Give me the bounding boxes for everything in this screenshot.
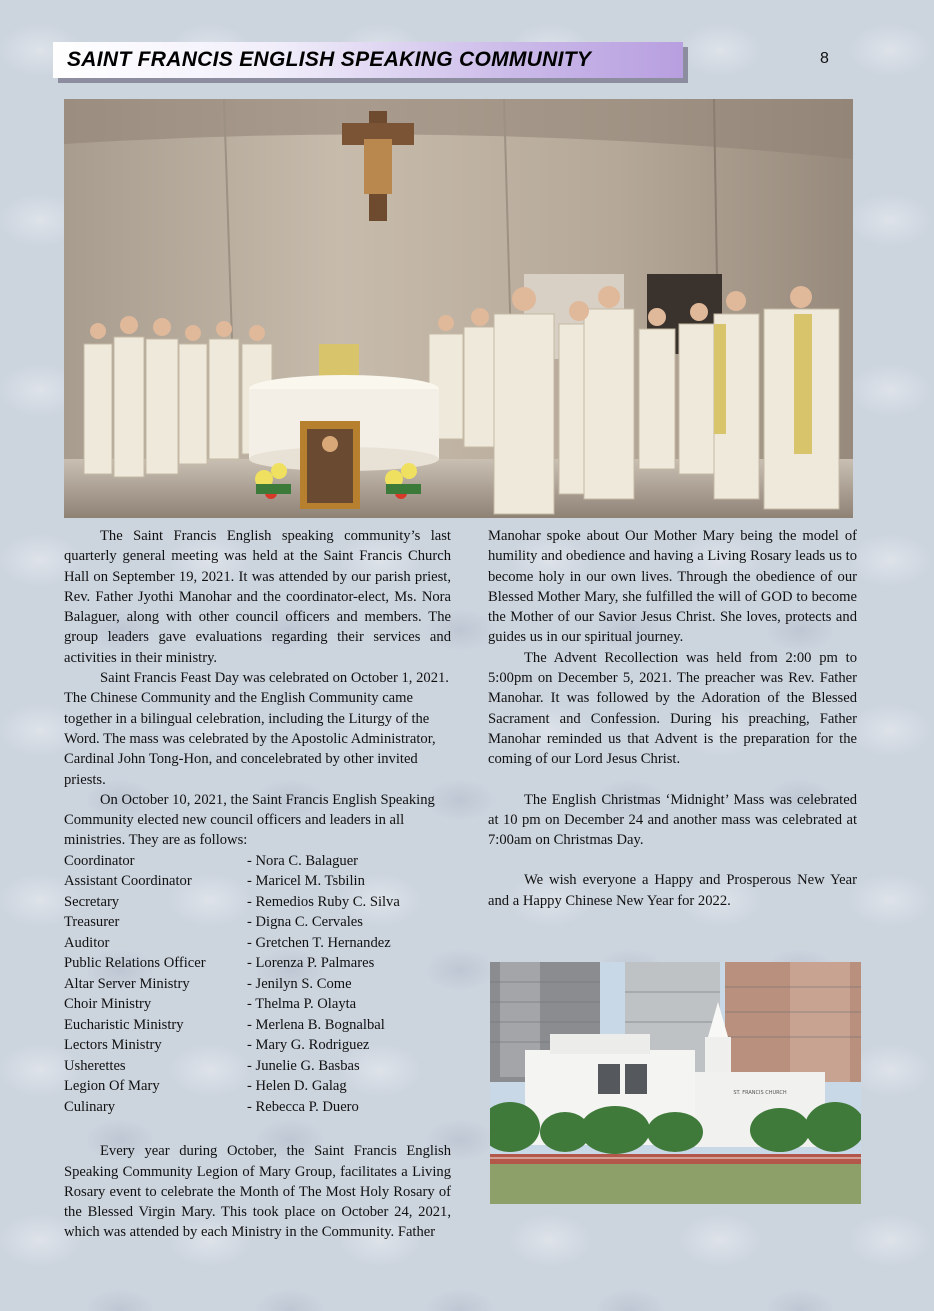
officer-role: Culinary: [64, 1098, 116, 1115]
church-sign-text: ST. FRANCIS CHURCH: [733, 1090, 787, 1096]
paragraph-election: On October 10, 2021, the Saint Francis English Speaking Community elected new council officers and leaders in all ministries. They are as follows:: [64, 791, 435, 849]
officer-name: - Mary G. Rodriguez: [247, 1037, 370, 1054]
officer-name: - Helen D. Galag: [247, 1078, 347, 1095]
paragraph-advent-recollection: The Advent Recollection was held from 2:00 pm to 5:00pm on December 5, 2021. The preacher was Rev. Father Manohar. It was followed by the Adoration of the Blessed Sacrament and Confession. During his preaching, Father Manohar reminded us that Advent is the preparation for the coming of our Lord Jesus Christ.: [488, 649, 857, 768]
left-column: [64, 526, 451, 1243]
page-number: 8: [820, 50, 829, 67]
officer-role: Assistant Coordinator: [64, 873, 192, 890]
officer-role: Coordinator: [64, 852, 135, 869]
officer-role: Altar Server Ministry: [64, 975, 190, 992]
officer-role: Secretary: [64, 893, 120, 910]
paragraph-rosary-continued: Manohar spoke about Our Mother Mary being the model of humility and obedience and having a Living Rosary leads us to become holy in our own lives. Through the obedience of our Blessed Mother Mary, she fulfilled the will of GOD to become the Mother of our Savior Jesus Christ. She loves, protects and guides us in our spiritual journey.: [488, 528, 857, 646]
officer-role: Lectors Ministry: [64, 1037, 162, 1054]
paragraph-christmas-mass: The English Christmas ‘Midnight’ Mass was celebrated at 10 pm on December 24 and another mass was celebrated at 7:00am on Christmas Day.: [488, 791, 857, 849]
officer-role: Eucharistic Ministry: [64, 1016, 184, 1033]
right-column: [488, 526, 857, 911]
officer-role: Auditor: [64, 934, 110, 951]
paragraph-living-rosary: Every year during October, the Saint Francis English Speaking Community Legion of Mary Group, facilitates a Living Rosary event to celebrate the Month of The Most Holy Rosary of the Blessed Virgin Mary. This took place on October 24, 2021, which was attended by each Ministry in the Community. Father: [64, 1143, 451, 1241]
page-title: SAINT FRANCIS ENGLISH SPEAKING COMMUNITY: [67, 48, 592, 71]
church-building-photo: [490, 962, 861, 1204]
paragraph-quarterly-meeting: The Saint Francis English speaking community’s last quarterly general meeting was held at the Saint Francis Church Hall on September 19, 2021. It was attended by our parish priest, Rev. Father Jyothi Manohar and the coordinator-elect, Ms. Nora Balaguer, along with other council officers and members. The group leaders gave evaluations regarding their services and activities in their ministry.: [64, 528, 451, 666]
officer-name: - Digna C. Cervales: [247, 914, 363, 931]
officers-list: [64, 851, 451, 1118]
officer-role: Legion Of Mary: [64, 1078, 160, 1095]
mass-celebration-photo: [64, 99, 853, 518]
officer-name: - Gretchen T. Hernandez: [247, 934, 391, 951]
officer-name: - Remedios Ruby C. Silva: [247, 893, 400, 910]
officer-name: - Merlena B. Bognalbal: [247, 1016, 385, 1033]
officer-name: - Nora C. Balaguer: [247, 852, 359, 869]
officer-name: - Lorenza P. Palmares: [247, 955, 375, 972]
officer-name: - Thelma P. Olayta: [247, 996, 357, 1013]
officer-name: - Jenilyn S. Come: [247, 975, 352, 992]
paragraph-feast-day: Saint Francis Feast Day was celebrated on October 1, 2021. The Chinese Community and the English Community came together in a bilingual celebration, including the Liturgy of the Word. The mass was celebrated by the Apostolic Administrator, Cardinal John Tong-Hon, and concelebrated by other invited priests.: [64, 670, 449, 788]
officer-name: - Junelie G. Basbas: [247, 1057, 360, 1074]
paragraph-new-year-wishes: We wish everyone a Happy and Prosperous New Year and a Happy Chinese New Year for 2022.: [488, 872, 857, 909]
officer-role: Usherettes: [64, 1057, 126, 1074]
section-header-banner: [53, 42, 683, 78]
officer-name: - Maricel M. Tsbilin: [247, 873, 365, 890]
officer-role: Choir Ministry: [64, 996, 152, 1013]
officer-name: - Rebecca P. Duero: [247, 1098, 359, 1115]
officer-role: Treasurer: [64, 914, 120, 931]
officer-role: Public Relations Officer: [64, 955, 206, 972]
